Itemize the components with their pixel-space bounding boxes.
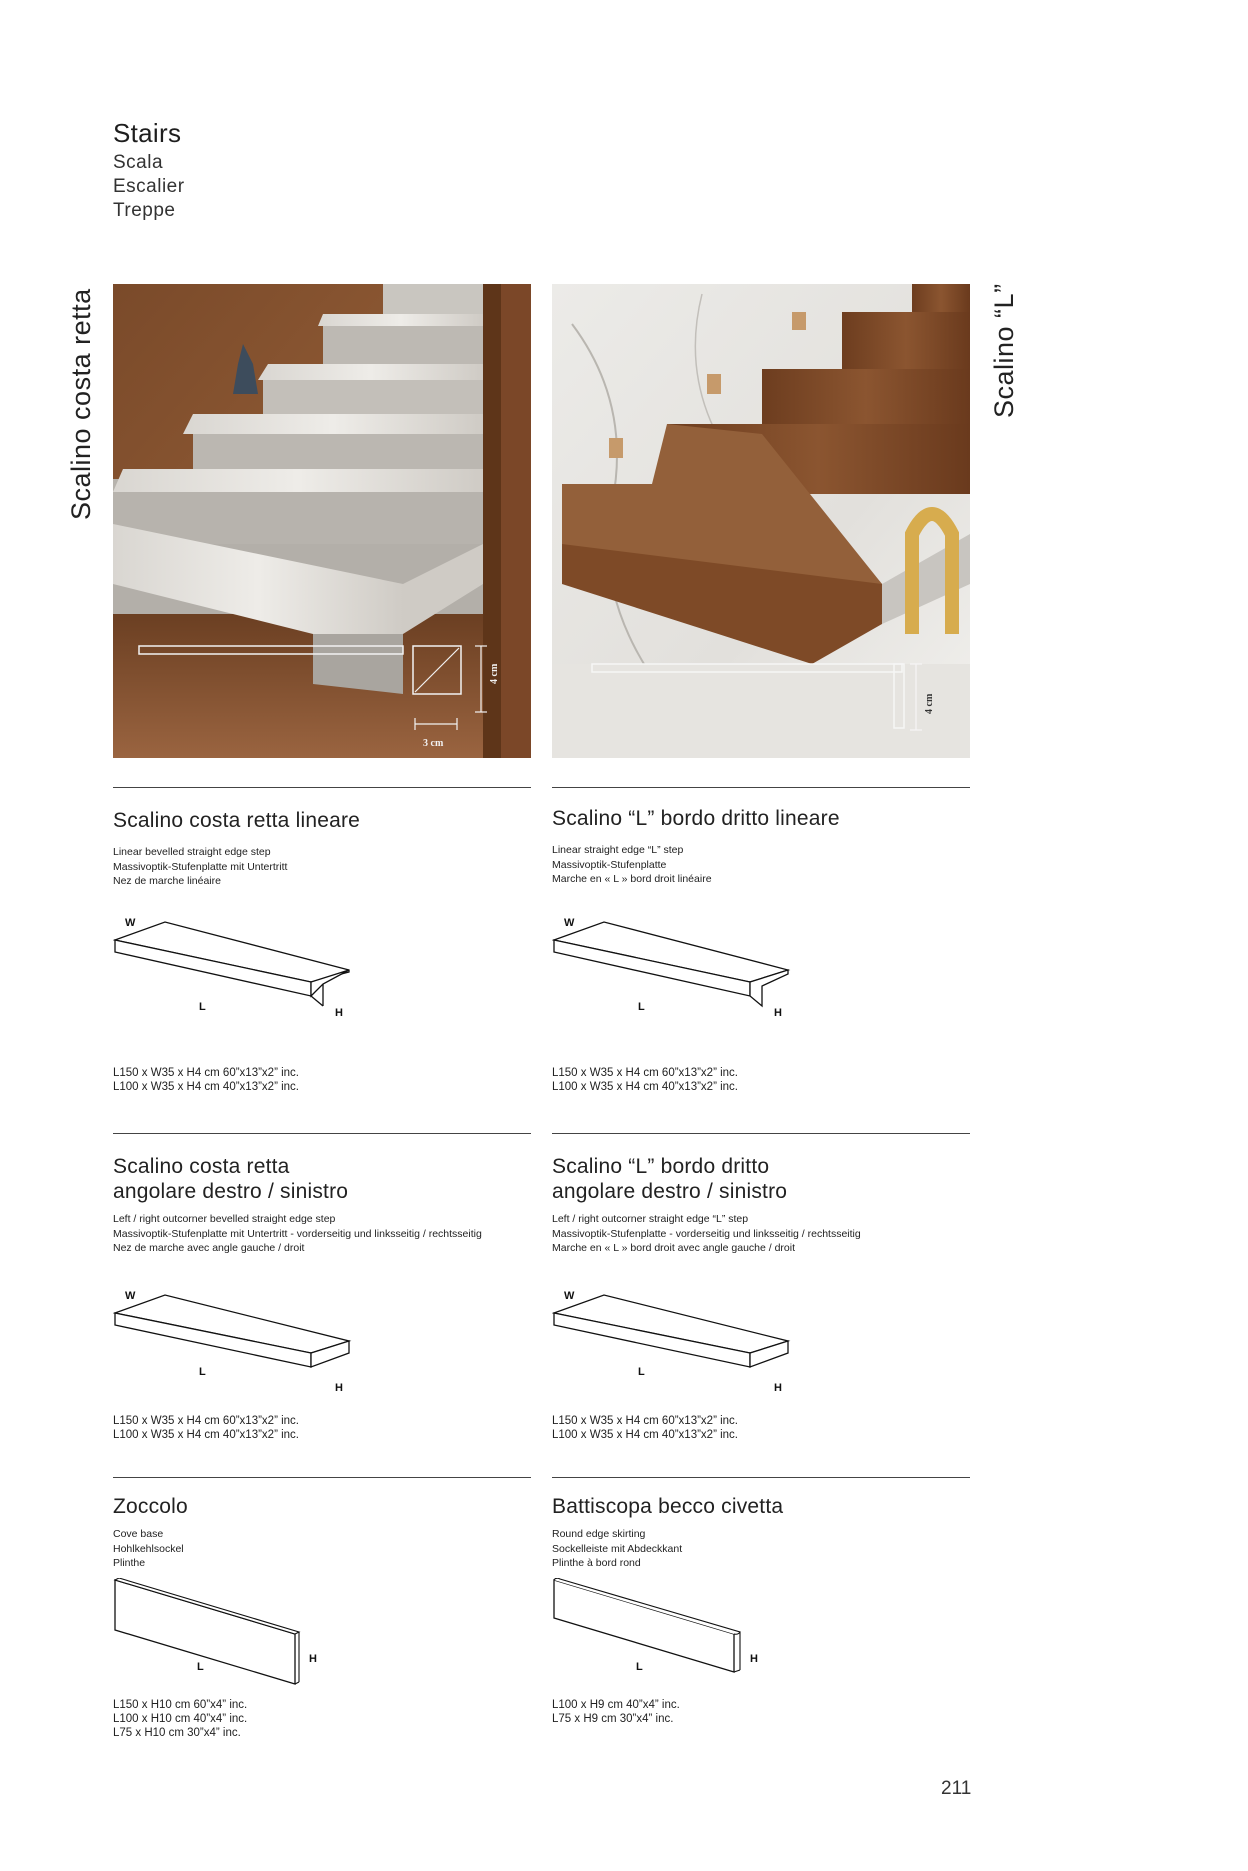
- product-name-line-2: angolare destro / sinistro: [552, 1180, 788, 1203]
- product-4-dims: [552, 1414, 738, 1442]
- divider: [113, 1477, 531, 1478]
- page-title: Stairs: [113, 118, 182, 148]
- photo-straight-edge-stairs: [113, 284, 531, 758]
- product-desc-fr: Marche en « L » bord droit avec angle gauche / droit: [552, 1242, 796, 1254]
- product-desc-fr: Marche en « L » bord droit linéaire: [552, 873, 712, 885]
- product-1-dims: [113, 1066, 299, 1094]
- diagram-label-l: L: [199, 1366, 206, 1378]
- product-3-dims: [113, 1414, 299, 1442]
- product-desc-en: Linear bevelled straight edge step: [113, 846, 271, 858]
- product-desc-de: Massivoptik-Stufenplatte mit Untertritt: [113, 860, 288, 873]
- photo-right-dim-height: 4 cm: [924, 693, 935, 714]
- diagram-bevelled-corner-step: [113, 1283, 373, 1423]
- product-name: Scalino costa retta lineare: [113, 809, 361, 832]
- product-2: [552, 806, 972, 887]
- product-name-line-2: angolare destro / sinistro: [113, 1180, 349, 1203]
- diagram-label-h: H: [335, 1382, 343, 1394]
- diagram-label-w: W: [125, 1290, 136, 1302]
- diagram-l-corner-step: [552, 1283, 812, 1423]
- product-name: Battiscopa becco civetta: [552, 1495, 784, 1518]
- dim-line: L150 x W35 x H4 cm 60”x13”x2” inc.: [552, 1067, 738, 1079]
- diagram-label-h: H: [309, 1653, 317, 1665]
- page-number: 211: [941, 1778, 972, 1799]
- product-6-dims: [552, 1698, 680, 1726]
- product-desc-en: Left / right outcorner straight edge “L” step: [552, 1213, 749, 1225]
- product-2-dims: [552, 1066, 738, 1094]
- product-name-line-1: Scalino “L” bordo dritto: [552, 1155, 770, 1178]
- product-desc-de: Massivoptik-Stufenplatte: [552, 858, 667, 871]
- photo-left-dim-height: 4 cm: [489, 663, 500, 684]
- diagram-label-w: W: [564, 917, 575, 929]
- diagram-cove-base: [113, 1578, 373, 1718]
- dim-line: L100 x H9 cm 40”x4” inc.: [552, 1699, 680, 1711]
- diagram-bevelled-step: [113, 910, 373, 1050]
- diagram-l-step: [552, 910, 812, 1050]
- product-desc-fr: Plinthe: [113, 1557, 146, 1569]
- dim-line: L100 x W35 x H4 cm 40”x13”x2” inc.: [113, 1081, 299, 1093]
- diagram-round-edge-skirting: [552, 1578, 812, 1718]
- dim-line: L75 x H9 cm 30”x4” inc.: [552, 1713, 674, 1725]
- product-desc-de: Massivoptik-Stufenplatte - vorderseitig und linksseitig / rechtsseitig: [552, 1227, 861, 1240]
- dim-line: L150 x H10 cm 60”x4” inc.: [113, 1699, 248, 1711]
- dim-line: L100 x W35 x H4 cm 40”x13”x2” inc.: [552, 1429, 738, 1441]
- product-desc-en: Linear straight edge “L” step: [552, 844, 684, 856]
- diagram-label-h: H: [750, 1653, 758, 1665]
- product-desc-de: Sockelleiste mit Abdeckkant: [552, 1542, 683, 1555]
- divider: [113, 787, 531, 788]
- divider: [552, 1133, 970, 1134]
- product-desc-fr: Plinthe à bord rond: [552, 1557, 641, 1569]
- product-4: [552, 1154, 992, 1256]
- diagram-label-h: H: [774, 1007, 782, 1019]
- product-desc-de: Massivoptik-Stufenplatte mit Untertritt - vorderseitig und linksseitig / rechtsseitig: [113, 1227, 482, 1240]
- product-name: Zoccolo: [113, 1495, 188, 1518]
- side-label-left: Scalino costa retta: [66, 288, 96, 520]
- product-5: [113, 1494, 533, 1571]
- product-name-line-1: Scalino costa retta: [113, 1155, 290, 1178]
- divider: [113, 1133, 531, 1134]
- product-desc-de: Hohlkehlsockel: [113, 1542, 184, 1555]
- diagram-label-l: L: [199, 1001, 206, 1013]
- diagram-label-w: W: [564, 1290, 575, 1302]
- dim-line: L100 x H10 cm 40”x4” inc.: [113, 1713, 248, 1725]
- photo-left-dim-width: 3 cm: [423, 738, 444, 749]
- product-desc-en: Round edge skirting: [552, 1528, 646, 1540]
- product-desc-fr: Nez de marche linéaire: [113, 875, 221, 887]
- product-5-dims: [113, 1698, 247, 1740]
- product-desc-en: Cove base: [113, 1528, 164, 1540]
- divider: [552, 1477, 970, 1478]
- title-german: Treppe: [113, 200, 176, 221]
- title-italian: Scala: [113, 152, 164, 173]
- diagram-label-l: L: [638, 1001, 645, 1013]
- product-desc-fr: Nez de marche avec angle gauche / droit: [113, 1242, 305, 1254]
- diagram-label-l: L: [636, 1661, 643, 1673]
- dim-line: L100 x W35 x H4 cm 40”x13”x2” inc.: [552, 1081, 738, 1093]
- dim-line: L100 x W35 x H4 cm 40”x13”x2” inc.: [113, 1429, 299, 1441]
- diagram-label-l: L: [638, 1366, 645, 1378]
- diagram-label-w: W: [125, 917, 136, 929]
- diagram-label-l: L: [197, 1661, 204, 1673]
- product-6: [552, 1494, 972, 1571]
- dim-line: L75 x H10 cm 30”x4” inc.: [113, 1727, 241, 1739]
- divider: [552, 787, 970, 788]
- diagram-label-h: H: [335, 1007, 343, 1019]
- title-french: Escalier: [113, 176, 185, 197]
- product-3: [113, 1154, 553, 1256]
- dim-line: L150 x W35 x H4 cm 60”x13”x2” inc.: [113, 1415, 299, 1427]
- product-1: [113, 808, 533, 889]
- photo-l-step-stairs: [552, 284, 970, 758]
- dim-line: L150 x W35 x H4 cm 60”x13”x2” inc.: [113, 1067, 299, 1079]
- product-name: Scalino “L” bordo dritto lineare: [552, 807, 840, 830]
- diagram-label-h: H: [774, 1382, 782, 1394]
- dim-line: L150 x W35 x H4 cm 60”x13”x2” inc.: [552, 1415, 738, 1427]
- product-desc-en: Left / right outcorner bevelled straight edge step: [113, 1213, 336, 1225]
- side-label-right: Scalino “L”: [989, 283, 1019, 418]
